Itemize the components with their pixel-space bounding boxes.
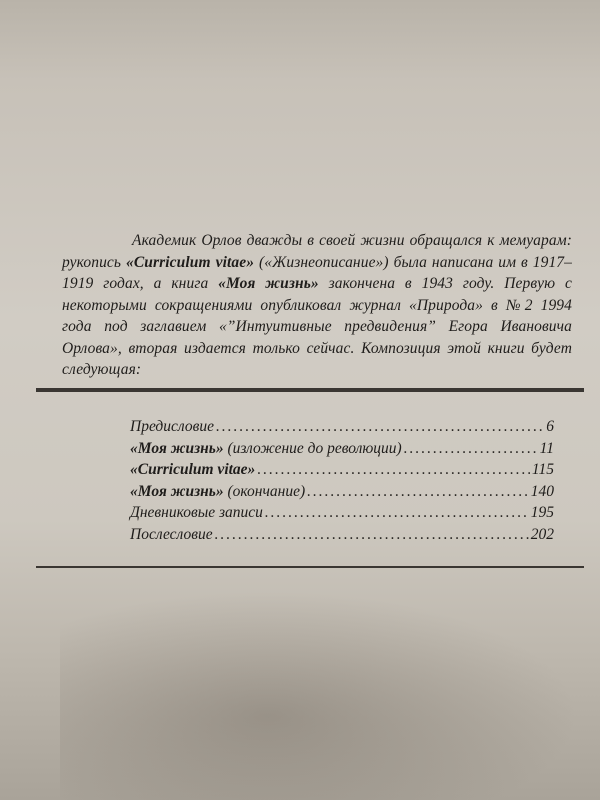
toc-entry-title: «Моя жизнь» (окончание) (130, 482, 306, 500)
divider-thick (36, 388, 584, 392)
toc-dot-leader (404, 440, 538, 458)
toc-dot-leader (307, 483, 529, 501)
toc-entry (130, 418, 554, 440)
paragraph-bold-1: «Curriculum vitae» (126, 253, 255, 271)
toc-entry-title: Послесловие (130, 525, 213, 543)
toc-page-number: 202 (530, 525, 554, 543)
toc-page-number: 140 (530, 482, 554, 500)
divider-thin (36, 566, 584, 568)
toc-dot-leader (216, 418, 544, 436)
toc-entry-title: «Curriculum vitae» (130, 461, 256, 478)
toc-entry (130, 526, 554, 548)
toc-entry (130, 440, 554, 462)
hand-shadow (60, 590, 580, 800)
toc-entry-title: «Моя жизнь» (изложение до революции) (130, 439, 402, 457)
toc-dot-leader (215, 526, 529, 544)
paragraph-text-3: закончена в 1943 году. Первую с некоторыми сокращениями опубликовал журнал «Природа» в №2 1994 года под заглавием «”Интуитивные предвидения” Егора Ивановича Орлова», вторая издается только сейчас. Композиция этой книги будет следующая: (62, 275, 572, 378)
toc-dot-leader (257, 461, 530, 479)
toc-entry (130, 504, 554, 526)
intro-paragraph (62, 230, 572, 381)
table-of-contents (130, 418, 554, 547)
paragraph-text-1: Академик Орлов дважды в своей жизни обращался к мемуарам: рукопись (62, 232, 572, 271)
toc-page-number: 11 (539, 439, 554, 457)
toc-entry-title: Дневниковые записи (130, 504, 263, 521)
toc-entry-title: Предисловие (130, 418, 214, 435)
toc-page-number: 115 (531, 461, 554, 478)
paragraph-text-2: («Жизнеописание») была написана им в 1917–1919 годах, а книга (62, 253, 573, 292)
toc-entry (130, 483, 554, 505)
toc-page-number: 6 (546, 418, 554, 435)
toc-entry (130, 461, 554, 483)
toc-dot-leader (265, 504, 529, 522)
paragraph-bold-2: «Моя жизнь» (218, 275, 319, 292)
toc-page-number: 195 (530, 504, 554, 521)
